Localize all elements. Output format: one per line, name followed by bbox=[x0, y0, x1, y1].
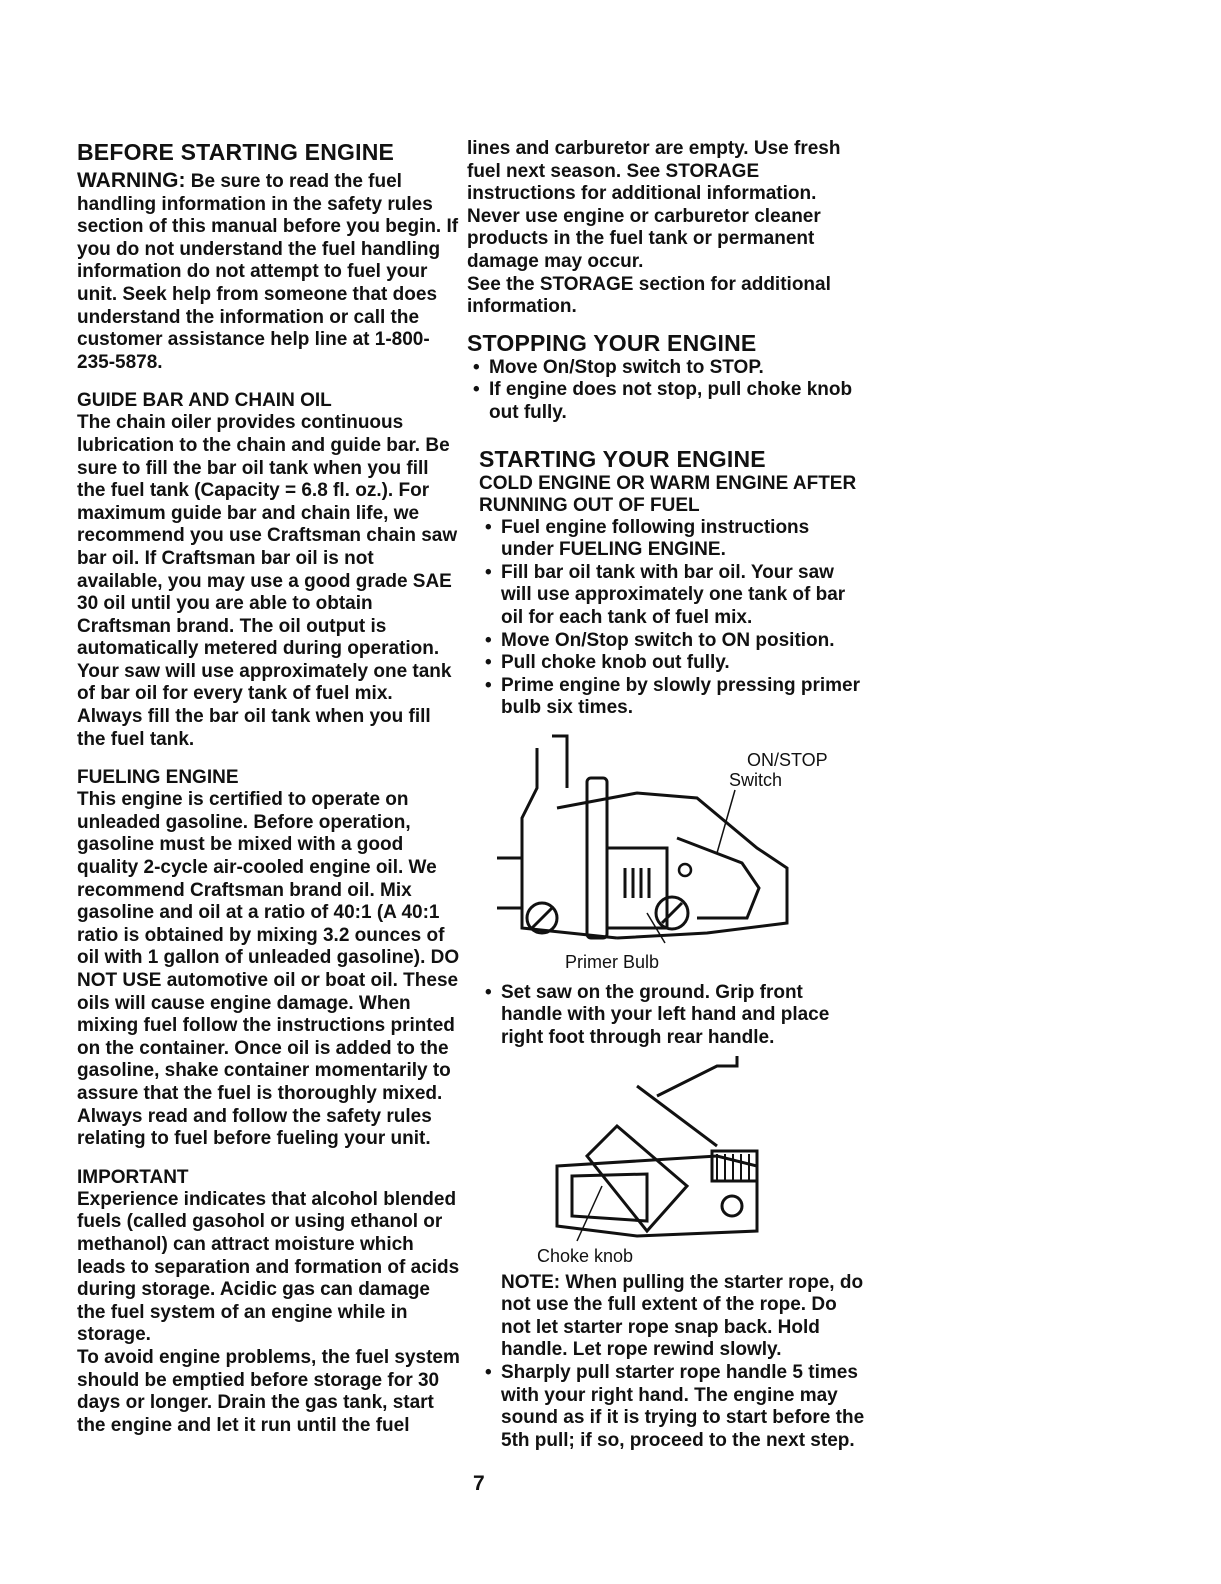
stopping-section bbox=[467, 329, 867, 425]
starting-list bbox=[479, 517, 867, 720]
label-switch: Switch bbox=[729, 769, 783, 790]
stopping-heading: STOPPING YOUR ENGINE bbox=[467, 329, 757, 356]
left-column bbox=[77, 138, 462, 1437]
important-heading: IMPORTANT bbox=[77, 1166, 189, 1188]
note-label: NOTE: bbox=[501, 1271, 561, 1293]
starting-heading: STARTING YOUR ENGINE bbox=[479, 445, 766, 472]
warning-text: Be sure to read the fuel handling information in the safety rules section of this manual before you begin. If you do not understand the fuel handling information do not attempt to fuel your unit. Seek help from someone that does understand the information or call the customer assistance help line at 1-800-235-5878. bbox=[77, 171, 459, 373]
warning-label: WARNING: bbox=[77, 169, 186, 192]
list-item: • Move On/Stop switch to ON position. bbox=[479, 630, 867, 653]
figure-choke-knob bbox=[497, 1056, 827, 1266]
list-item: • Set saw on the ground. Grip front handle with your left hand and place right foot through rear handle. bbox=[479, 982, 867, 1050]
never-use-text: Never use engine or carburetor cleaner products in the fuel tank or permanent damage may occur. bbox=[467, 205, 821, 272]
guide-bar-text: The chain oiler provides continuous lubrication to the chain and guide bar. Be sure to fill the bar oil tank when you fill the fuel tank (Capacity = 6.8 fl. oz.). For maximum guide bar and chain life, we recommend you use Craftsman chain saw bar oil. If Craftsman bar oil is not available, you may use a good grade SAE 30 oil until you are able to obtain Craftsman brand. The oil output is automatically metered during operation. Your saw will use approximately one tank of bar oil for every tank of fuel mix. Always fill the bar oil tank when you fill the fuel tank. bbox=[77, 412, 458, 750]
list-item: • Sharply pull starter rope handle 5 times with your right hand. The engine may sound as if it is trying to start before the 5th pull; if so, proceed to the next step. bbox=[479, 1362, 867, 1452]
guide-bar-heading: GUIDE BAR AND CHAIN OIL bbox=[77, 390, 332, 412]
list-item: • Prime engine by slowly pressing primer bulb six times. bbox=[479, 675, 867, 720]
fueling-section bbox=[77, 767, 462, 1151]
list-item: • If engine does not stop, pull choke knob out fully. bbox=[467, 379, 867, 424]
warning-paragraph bbox=[77, 170, 462, 374]
starting-subheading: COLD ENGINE OR WARM ENGINE AFTER RUNNING OUT OF FUEL bbox=[479, 472, 857, 516]
sharply-list bbox=[479, 1362, 867, 1452]
chainsaw-choke-illustration bbox=[517, 1056, 797, 1246]
guide-bar-section bbox=[77, 390, 462, 751]
label-on-stop: ON/STOP bbox=[747, 749, 828, 770]
list-item: • Pull choke knob out fully. bbox=[479, 652, 867, 675]
list-item: • Fill bar oil tank with bar oil. Your saw will use approximately one tank of bar oil for each tank of fuel mix. bbox=[479, 562, 867, 630]
page-number: 7 bbox=[473, 1472, 485, 1495]
right-column bbox=[467, 138, 867, 1452]
continued-text: lines and carburetor are empty. Use fresh fuel next season. See STORAGE instructions for additional information. bbox=[467, 138, 841, 205]
list-item: • Move On/Stop switch to STOP. bbox=[467, 357, 867, 380]
note-text: When pulling the starter rope, do not use the full extent of the rope. Do not let starter rope snap back. Hold handle. Let rope rewind slowly. bbox=[501, 1271, 864, 1361]
list-item: • Fuel engine following instructions under FUELING ENGINE. bbox=[479, 517, 867, 562]
fueling-text: This engine is certified to operate on unleaded gasoline. Before operation, gasoline must be mixed with a good quality 2-cycle air-cooled engine oil. We recommend Craftsman brand oil. Mix gasoline and oil at a ratio of 40:1 (A 40:1 ratio is obtained by mixing 3.2 ounces of oil with 1 gallon of unleaded gasoline). DO NOT USE automotive oil or boat oil. These oils will cause engine damage. When mixing fuel follow the instructions printed on the container. Once oil is added to the gasoline, shake container momentarily to assure that the fuel is thoroughly mixed. Always read and follow the safety rules relating to fuel before fueling your unit. bbox=[77, 789, 460, 1150]
set-saw-list bbox=[479, 982, 867, 1050]
before-starting-heading: BEFORE STARTING ENGINE bbox=[77, 139, 395, 165]
label-primer-bulb: Primer Bulb bbox=[565, 951, 660, 972]
label-choke-knob: Choke knob bbox=[537, 1245, 634, 1266]
important-text-2: To avoid engine problems, the fuel system should be emptied before storage for 30 days or longer. Drain the gas tank, start the engine and let it run until the fuel bbox=[77, 1346, 460, 1436]
note-paragraph bbox=[479, 1272, 867, 1362]
fueling-heading: FUELING ENGINE bbox=[77, 767, 239, 789]
see-storage-text: See the STORAGE section for additional information. bbox=[467, 273, 831, 318]
stopping-list bbox=[467, 357, 867, 425]
important-text: Experience indicates that alcohol blended fuels (called gasohol or using ethanol or methanol) can attract moisture which leads to separation and formation of acids during storage. Acidic gas can damage the fuel system of an engine while in storage. bbox=[77, 1188, 460, 1346]
starting-section bbox=[467, 445, 867, 1453]
important-section bbox=[77, 1167, 462, 1438]
figure-primer-switch bbox=[497, 728, 827, 978]
